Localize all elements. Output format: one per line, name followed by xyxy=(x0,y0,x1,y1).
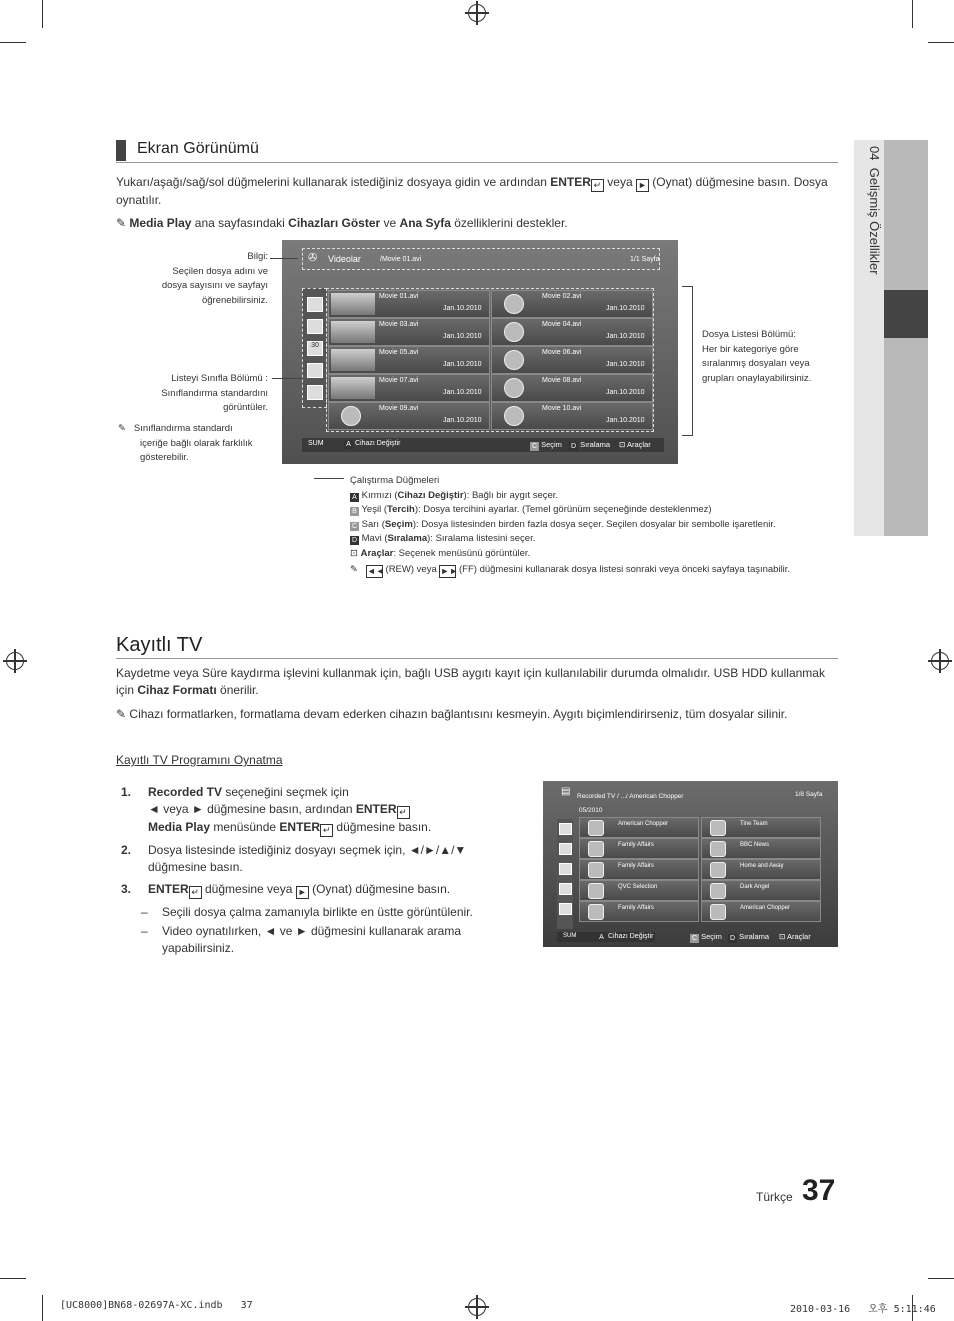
play-icon: ► xyxy=(636,179,649,192)
recorded-item[interactable] xyxy=(579,859,699,880)
print-timestamp: 2010-03-16 오후 5:11:46 xyxy=(790,1304,936,1315)
program-name: American Chopper xyxy=(740,905,791,911)
page-number: 37 xyxy=(802,1174,836,1207)
crop-mark xyxy=(912,0,913,28)
file-name: Movie 03.avi xyxy=(379,321,419,328)
change-device-button[interactable]: A Cihazı Değiştir xyxy=(344,440,400,449)
enter-icon: ↵ xyxy=(397,806,410,819)
file-name: Movie 04.avi xyxy=(542,321,582,328)
tools-button[interactable]: ⊡ Araçlar xyxy=(779,932,811,941)
file-item[interactable] xyxy=(491,374,653,402)
crop-mark xyxy=(928,42,954,43)
file-name: Movie 10.avi xyxy=(542,405,582,412)
recorded-tv-screen xyxy=(543,781,838,947)
tv-program-icon xyxy=(588,862,604,878)
crop-mark xyxy=(0,42,26,43)
tv-program-icon xyxy=(710,820,726,836)
section-marker xyxy=(116,140,126,161)
crop-mark xyxy=(928,1278,954,1279)
bullet-2: – Video oynatılırken, ◄ ve ► düğmesini kullanarak arama yapabilirsiniz. xyxy=(141,924,462,955)
recorded-item[interactable] xyxy=(701,838,821,859)
file-name: Movie 05.avi xyxy=(379,349,419,356)
calendar-icon xyxy=(559,863,572,875)
classification-bar xyxy=(557,819,573,929)
file-date: Jan.10.2010 xyxy=(606,333,645,340)
recorded-item[interactable] xyxy=(579,901,699,922)
thumbnail-image xyxy=(331,321,375,343)
file-date: Jan.10.2010 xyxy=(606,361,645,368)
enter-icon: ↵ xyxy=(320,824,333,837)
film-reel-icon xyxy=(341,406,361,426)
language-label: Türkçe xyxy=(756,1190,793,1204)
title-icon xyxy=(559,843,572,855)
recorded-item[interactable] xyxy=(579,880,699,901)
media-play-screen xyxy=(282,240,678,464)
change-device-button[interactable]: A Cihazı Değiştir xyxy=(597,933,653,942)
registration-mark-icon xyxy=(468,4,486,22)
chapter-tab-bar xyxy=(884,140,928,290)
tv-program-icon xyxy=(588,820,604,836)
tv-program-icon xyxy=(588,904,604,920)
info-callout: Bilgi: Seçilen dosya adını ve dosya sayısını ve sayfayı öğrenebilirsiniz. xyxy=(161,251,268,306)
file-name: Movie 09.avi xyxy=(379,405,419,412)
classification-note: ✎ Sınıflandırma standardı içeriğe bağlı olarak farklılık gösterebilir. xyxy=(118,423,253,463)
page-indicator: 1/8 Sayfa xyxy=(795,791,823,798)
classification-callout: Listeyi Sınıfla Bölümü : Sınıflandırma standardını görüntüler. xyxy=(161,373,268,413)
note-paragraph: ✎ Media Play ana sayfasındaki Cihazları Göster ve Ana Syfa özelliklerini destekler. xyxy=(116,216,568,230)
steps-list xyxy=(121,784,521,957)
favorite-icon xyxy=(307,385,323,400)
tv-program-icon xyxy=(588,841,604,857)
thumbnail-image xyxy=(331,377,375,399)
device-label: SUM xyxy=(308,440,324,447)
file-item[interactable] xyxy=(328,290,490,318)
callout-line xyxy=(270,258,298,259)
file-date: Jan.10.2010 xyxy=(606,389,645,396)
title-icon xyxy=(307,319,323,334)
chapter-tab-active xyxy=(884,290,928,338)
program-name: American Chopper xyxy=(618,821,669,827)
file-date: Jan.10.2010 xyxy=(443,305,482,312)
recorded-item[interactable] xyxy=(579,817,699,838)
select-button[interactable]: C Seçim xyxy=(691,932,722,942)
chapter-tab-bar xyxy=(884,338,928,536)
recorded-tv-note: ✎ Cihazı formatlarken, formatlama devam ederken cihazın bağlantısını kesmeyin. Aygıtı biçimlendirirseniz, tüm dosyalar silinir. xyxy=(116,707,788,721)
page-indicator: 1/1 Sayfa xyxy=(630,256,660,263)
file-date: Jan.10.2010 xyxy=(443,361,482,368)
film-reel-icon xyxy=(504,322,524,342)
note-icon: ✎ xyxy=(350,564,358,575)
select-button[interactable]: C Seçim xyxy=(531,440,562,450)
note-icon: ✎ xyxy=(116,216,127,230)
file-name: Movie 01.avi xyxy=(379,293,419,300)
file-name: Movie 06.avi xyxy=(542,349,582,356)
crop-mark xyxy=(42,0,43,28)
file-date: Jan.10.2010 xyxy=(606,417,645,424)
recorded-item[interactable] xyxy=(701,859,821,880)
registration-mark-icon xyxy=(468,1298,486,1316)
program-name: Family Affairs xyxy=(618,905,654,911)
section-title: Ekran Görünümü xyxy=(137,140,259,157)
note-icon: ✎ xyxy=(118,423,126,434)
calendar-icon: 30 xyxy=(307,341,323,356)
thumbnail-image xyxy=(331,293,375,315)
program-name: Family Affairs xyxy=(618,863,654,869)
date-group: 05/2010 xyxy=(579,807,603,814)
tv-program-icon xyxy=(710,904,726,920)
program-name: Family Affairs xyxy=(618,842,654,848)
divider xyxy=(116,162,838,163)
print-file-info: [UC8000]BN68-02697A-XC.indb 37 xyxy=(60,1300,253,1311)
tv-program-icon xyxy=(710,883,726,899)
crop-mark xyxy=(0,1278,26,1279)
recorded-path: Recorded TV / .../ American Chopper xyxy=(577,793,684,800)
recorded-item[interactable] xyxy=(579,838,699,859)
bullet-1: – Seçili dosya çalma zamanıyla birlikte en üstte görüntülenir. xyxy=(141,905,473,919)
chapter-number: 04 xyxy=(867,146,882,161)
intro-paragraph: Yukarı/aşağı/sağ/sol düğmelerini kullanarak istediğiniz dosyaya gidin ve ardından ENTER ↵ veya ► (Oynat) düğmesine basın. Dosya oynatılır. xyxy=(116,175,828,207)
recorded-item[interactable] xyxy=(701,817,821,838)
rewind-icon: ◄◄ xyxy=(366,566,385,576)
play-icon: ► xyxy=(296,886,309,899)
file-item[interactable] xyxy=(328,346,490,374)
chapter-title: Gelişmiş Özellikler xyxy=(867,167,882,275)
enter-icon: ↵ xyxy=(189,886,202,899)
buttons-callout: Çalıştırma Düğmeleri A Kırmızı (Cihazı Değiştir): Bağlı bir aygıt seçer. B Yeşil (Tercih): Dosya tercihini ayarlar. (Temel görünüm seçeneğinde desteklenmez) C Sarı (Seçim): Dosya listesinden birden fazla dosya seçer. Seçilen dosyalar bir sembolle işaretlenir. D Mavi (Sıralama): Sıralama listesini seçer. ⊡ Araçlar: Seçenek menüsünü görüntüler. ✎ ◄◄ (REW) veya ►► (FF) düğmesini kullanarak dosya listesi sonraki veya önceki sayfaya taşınabilir. xyxy=(350,475,791,576)
tools-icon: ⊡ xyxy=(350,547,358,559)
file-date: Jan.10.2010 xyxy=(443,333,482,340)
video-icon: ✇ xyxy=(308,252,318,264)
film-reel-icon xyxy=(504,294,524,314)
file-name: Movie 07.avi xyxy=(379,377,419,384)
program-name: BBC News xyxy=(740,842,770,848)
recorded-tv-icon: ▤ xyxy=(561,786,571,797)
divider xyxy=(116,658,838,659)
file-item[interactable] xyxy=(491,402,653,430)
fast-forward-icon: ►► xyxy=(440,566,459,576)
chapter-label xyxy=(856,146,882,306)
program-name: Home and Away xyxy=(740,863,784,869)
file-item[interactable] xyxy=(328,374,490,402)
tv-program-icon xyxy=(710,841,726,857)
registration-mark-icon xyxy=(931,652,949,670)
channel-icon xyxy=(559,883,572,895)
file-list-callout: Dosya Listesi Bölümü: Her bir kategoriye göre sıralanmış dosyaları veya grupları onaylayabilirsiniz. xyxy=(702,329,812,384)
step-2: 2. Dosya listesinde istediğiniz dosyayı seçmek için, ◄/►/▲/▼ düğmesine basın. xyxy=(121,843,467,874)
film-reel-icon xyxy=(504,378,524,398)
bracket xyxy=(682,286,693,436)
subsection-title: Kayıtlı TV Programını Oynatma xyxy=(116,753,283,767)
registration-mark-icon xyxy=(6,652,24,670)
file-item[interactable] xyxy=(328,402,490,430)
tools-button[interactable]: ⊡ Araçlar xyxy=(619,440,651,449)
step-1: 1. Recorded TV seçeneğini seçmek için ◄ veya ► düğmesine basın, ardından ENTER ↵ Media Play menüsünde ENTER ↵ düğmesine basın. xyxy=(121,785,432,835)
step-3: 3. ENTER ↵ düğmesine veya ► (Oynat) düğmesine basın. xyxy=(121,882,451,897)
crop-mark xyxy=(42,1295,43,1321)
film-reel-icon xyxy=(504,350,524,370)
recorded-item[interactable] xyxy=(701,901,821,922)
file-date: Jan.10.2010 xyxy=(443,417,482,424)
file-item[interactable] xyxy=(328,318,490,346)
file-name: Movie 08.avi xyxy=(542,377,582,384)
file-item[interactable] xyxy=(491,318,653,346)
program-name: Tine Team xyxy=(740,821,768,827)
file-name: Movie 02.avi xyxy=(542,293,582,300)
classification-bar xyxy=(302,288,327,408)
file-date: Jan.10.2010 xyxy=(606,305,645,312)
recorded-tv-paragraph: Kaydetme veya Süre kaydırma işlevini kullanmak için, bağlı USB aygıtı kayıt için kullanılabilir durumda olmalıdır. USB HDD kullanmak için Cihaz Formatı önerilir. xyxy=(116,666,825,697)
tv-program-icon xyxy=(710,862,726,878)
file-item[interactable] xyxy=(491,346,653,374)
folder-icon xyxy=(307,297,323,312)
file-item[interactable] xyxy=(491,290,653,318)
file-path: /Movie 01.avi xyxy=(380,256,422,263)
enter-icon: ↵ xyxy=(591,179,604,192)
thumbnail-image xyxy=(331,349,375,371)
file-date: Jan.10.2010 xyxy=(443,389,482,396)
device-label: SUM xyxy=(563,933,577,939)
sort-button[interactable]: D Sıralama xyxy=(729,932,770,942)
folder-icon xyxy=(559,823,572,835)
genre-icon xyxy=(307,363,323,378)
recorded-item[interactable] xyxy=(701,880,821,901)
callout-line xyxy=(272,378,302,379)
film-reel-icon xyxy=(504,406,524,426)
favorite-icon xyxy=(559,903,572,915)
callout-line xyxy=(314,478,344,479)
tv-program-icon xyxy=(588,883,604,899)
program-name: QVC Selection xyxy=(618,884,658,890)
category-label: Videolar xyxy=(328,254,361,264)
note-icon: ✎ xyxy=(116,707,127,721)
program-name: Dark Angel xyxy=(740,884,770,890)
sort-button[interactable]: D Sıralama xyxy=(570,440,611,450)
section-title: Kayıtlı TV xyxy=(116,634,203,656)
